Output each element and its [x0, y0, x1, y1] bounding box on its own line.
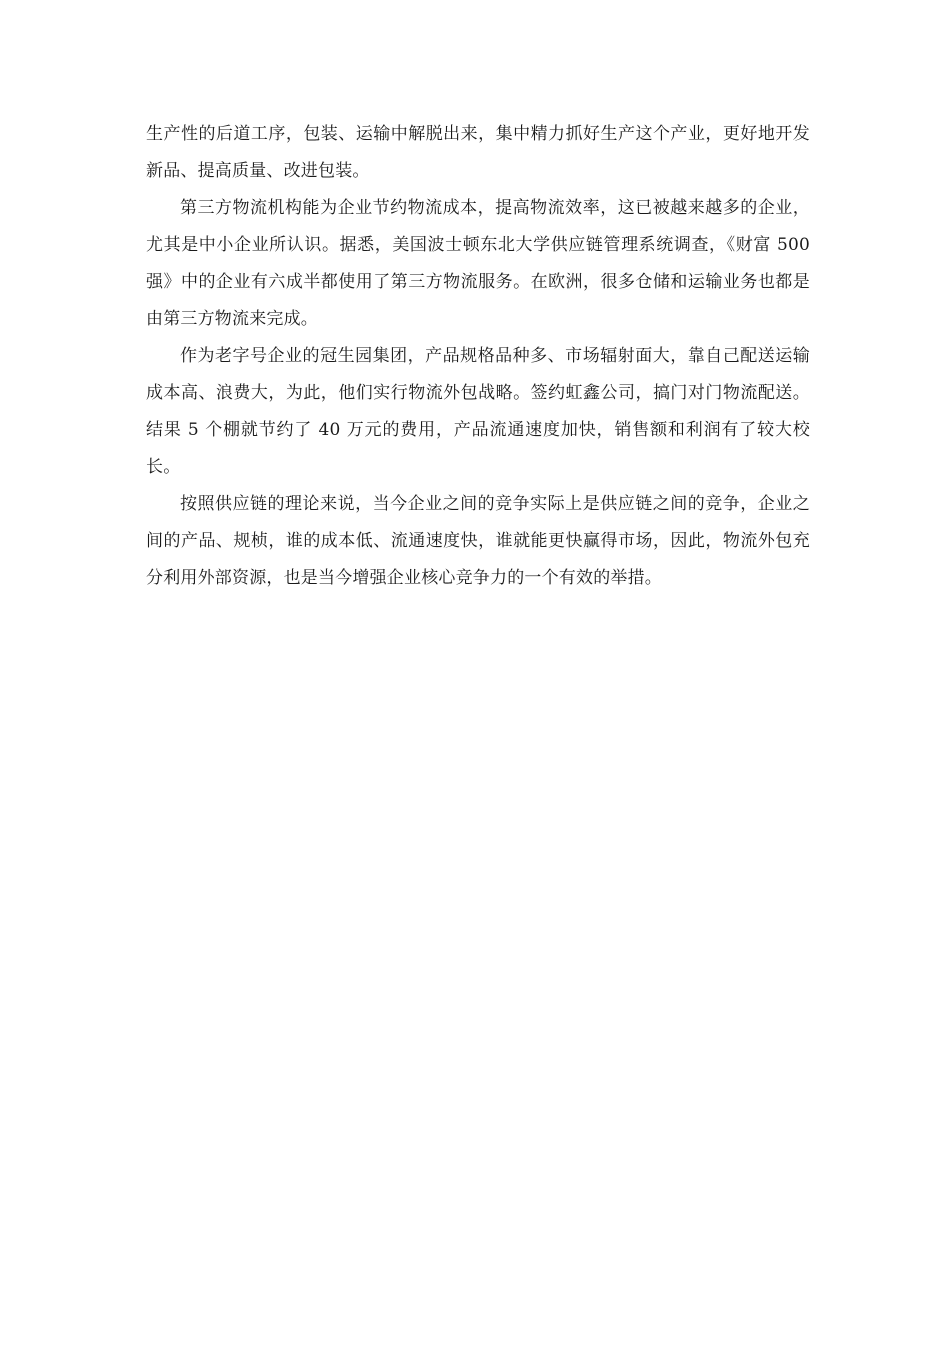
paragraph-guanshengyuan-case: 作为老字号企业的冠生园集团，产品规格品种多、市场辐射面大，靠自己配送运输成本高、浪费大，为此，他们实行物流外包战略。签约虹鑫公司，搞门对门物流配送。结果 5 个棚就节约了 40 万元的费用，产品流通速度加快，销售额和利润有了较大校长。: [146, 346, 810, 477]
document-body: [146, 116, 816, 597]
paragraph-third-party-logistics: 第三方物流机构能为企业节约物流成本，提高物流效率，这已被越来越多的企业，尤其是中小企业所认识。据悉，美国波士顿东北大学供应链管理系统调查，《财富 500 强》中的企业有六成半都使用了第三方物流服务。在欧洲，很多仓储和运输业务也都是由第三方物流来完成。: [146, 198, 816, 329]
paragraph-supply-chain-competition: 按照供应链的理论来说，当今企业之间的竞争实际上是供应链之间的竞争，企业之间的产品、规桢，谁的成本低、流通速度快，谁就能更快赢得市场，因此，物流外包充分利用外部资源，也是当今增强企业核心竞争力的一个有效的举措。: [146, 494, 810, 588]
paragraph-continuation: 生产性的后道工序，包装、运输中解脱出来，集中精力抓好生产这个产业，更好地开发新品、提高质量、改进包装。: [146, 124, 810, 181]
